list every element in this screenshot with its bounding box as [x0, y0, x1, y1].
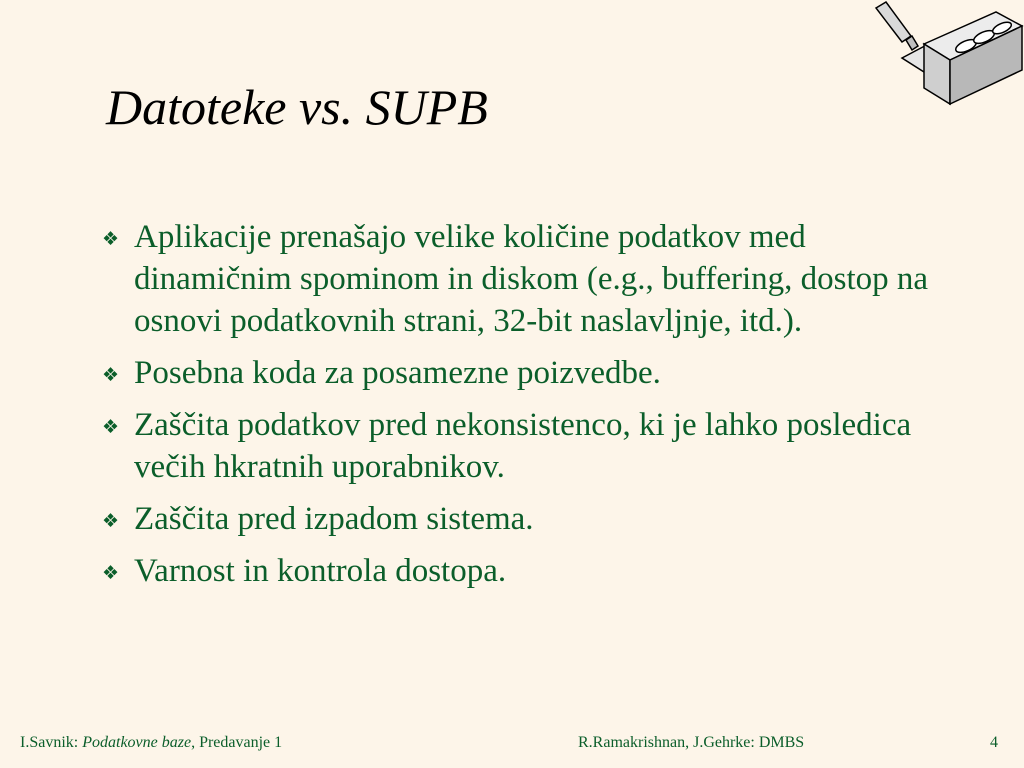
- bullet-text: Zaščita pred izpadom sistema.: [134, 501, 534, 537]
- page-number: 4: [990, 734, 998, 751]
- bullet-text: Zaščita podatkov pred nekonsistenco, ki je lahko posledica večih hkratnih uporabnikov.: [134, 407, 912, 485]
- footer-author-prefix: I.Savnik:: [20, 734, 83, 751]
- bullet-item: [96, 404, 956, 488]
- diamond-bullet-icon: ❖: [102, 416, 120, 438]
- bullet-text: Varnost in kontrola dostopa.: [134, 553, 507, 589]
- footer-course: Podatkovne baze: [82, 734, 192, 751]
- diamond-bullet-icon: ❖: [102, 364, 120, 386]
- diamond-bullet-icon: ❖: [102, 562, 120, 584]
- footer-credits: R.Ramakrishnan, J.Gehrke: DMBS: [578, 734, 805, 751]
- bullet-item: [96, 352, 956, 394]
- footer-author: [20, 734, 282, 752]
- bullet-item: [96, 498, 956, 540]
- bullet-list: [96, 216, 956, 602]
- brick-and-trowel-icon: [866, 0, 1024, 120]
- footer-lecture: , Predavanje 1: [191, 734, 283, 751]
- bullet-item: [96, 550, 956, 592]
- bullet-item: [96, 216, 956, 342]
- bullet-text: Aplikacije prenašajo velike količine podatkov med dinamičnim spominom in diskom (e.g., buffering, dostop na osnovi podatkovnih strani, 32-bit naslavljnje, itd.).: [134, 219, 929, 339]
- slide-title: Datoteke vs. SUPB: [106, 79, 488, 135]
- diamond-bullet-icon: ❖: [102, 510, 120, 532]
- bullet-text: Posebna koda za posamezne poizvedbe.: [134, 355, 661, 391]
- diamond-bullet-icon: ❖: [102, 228, 120, 250]
